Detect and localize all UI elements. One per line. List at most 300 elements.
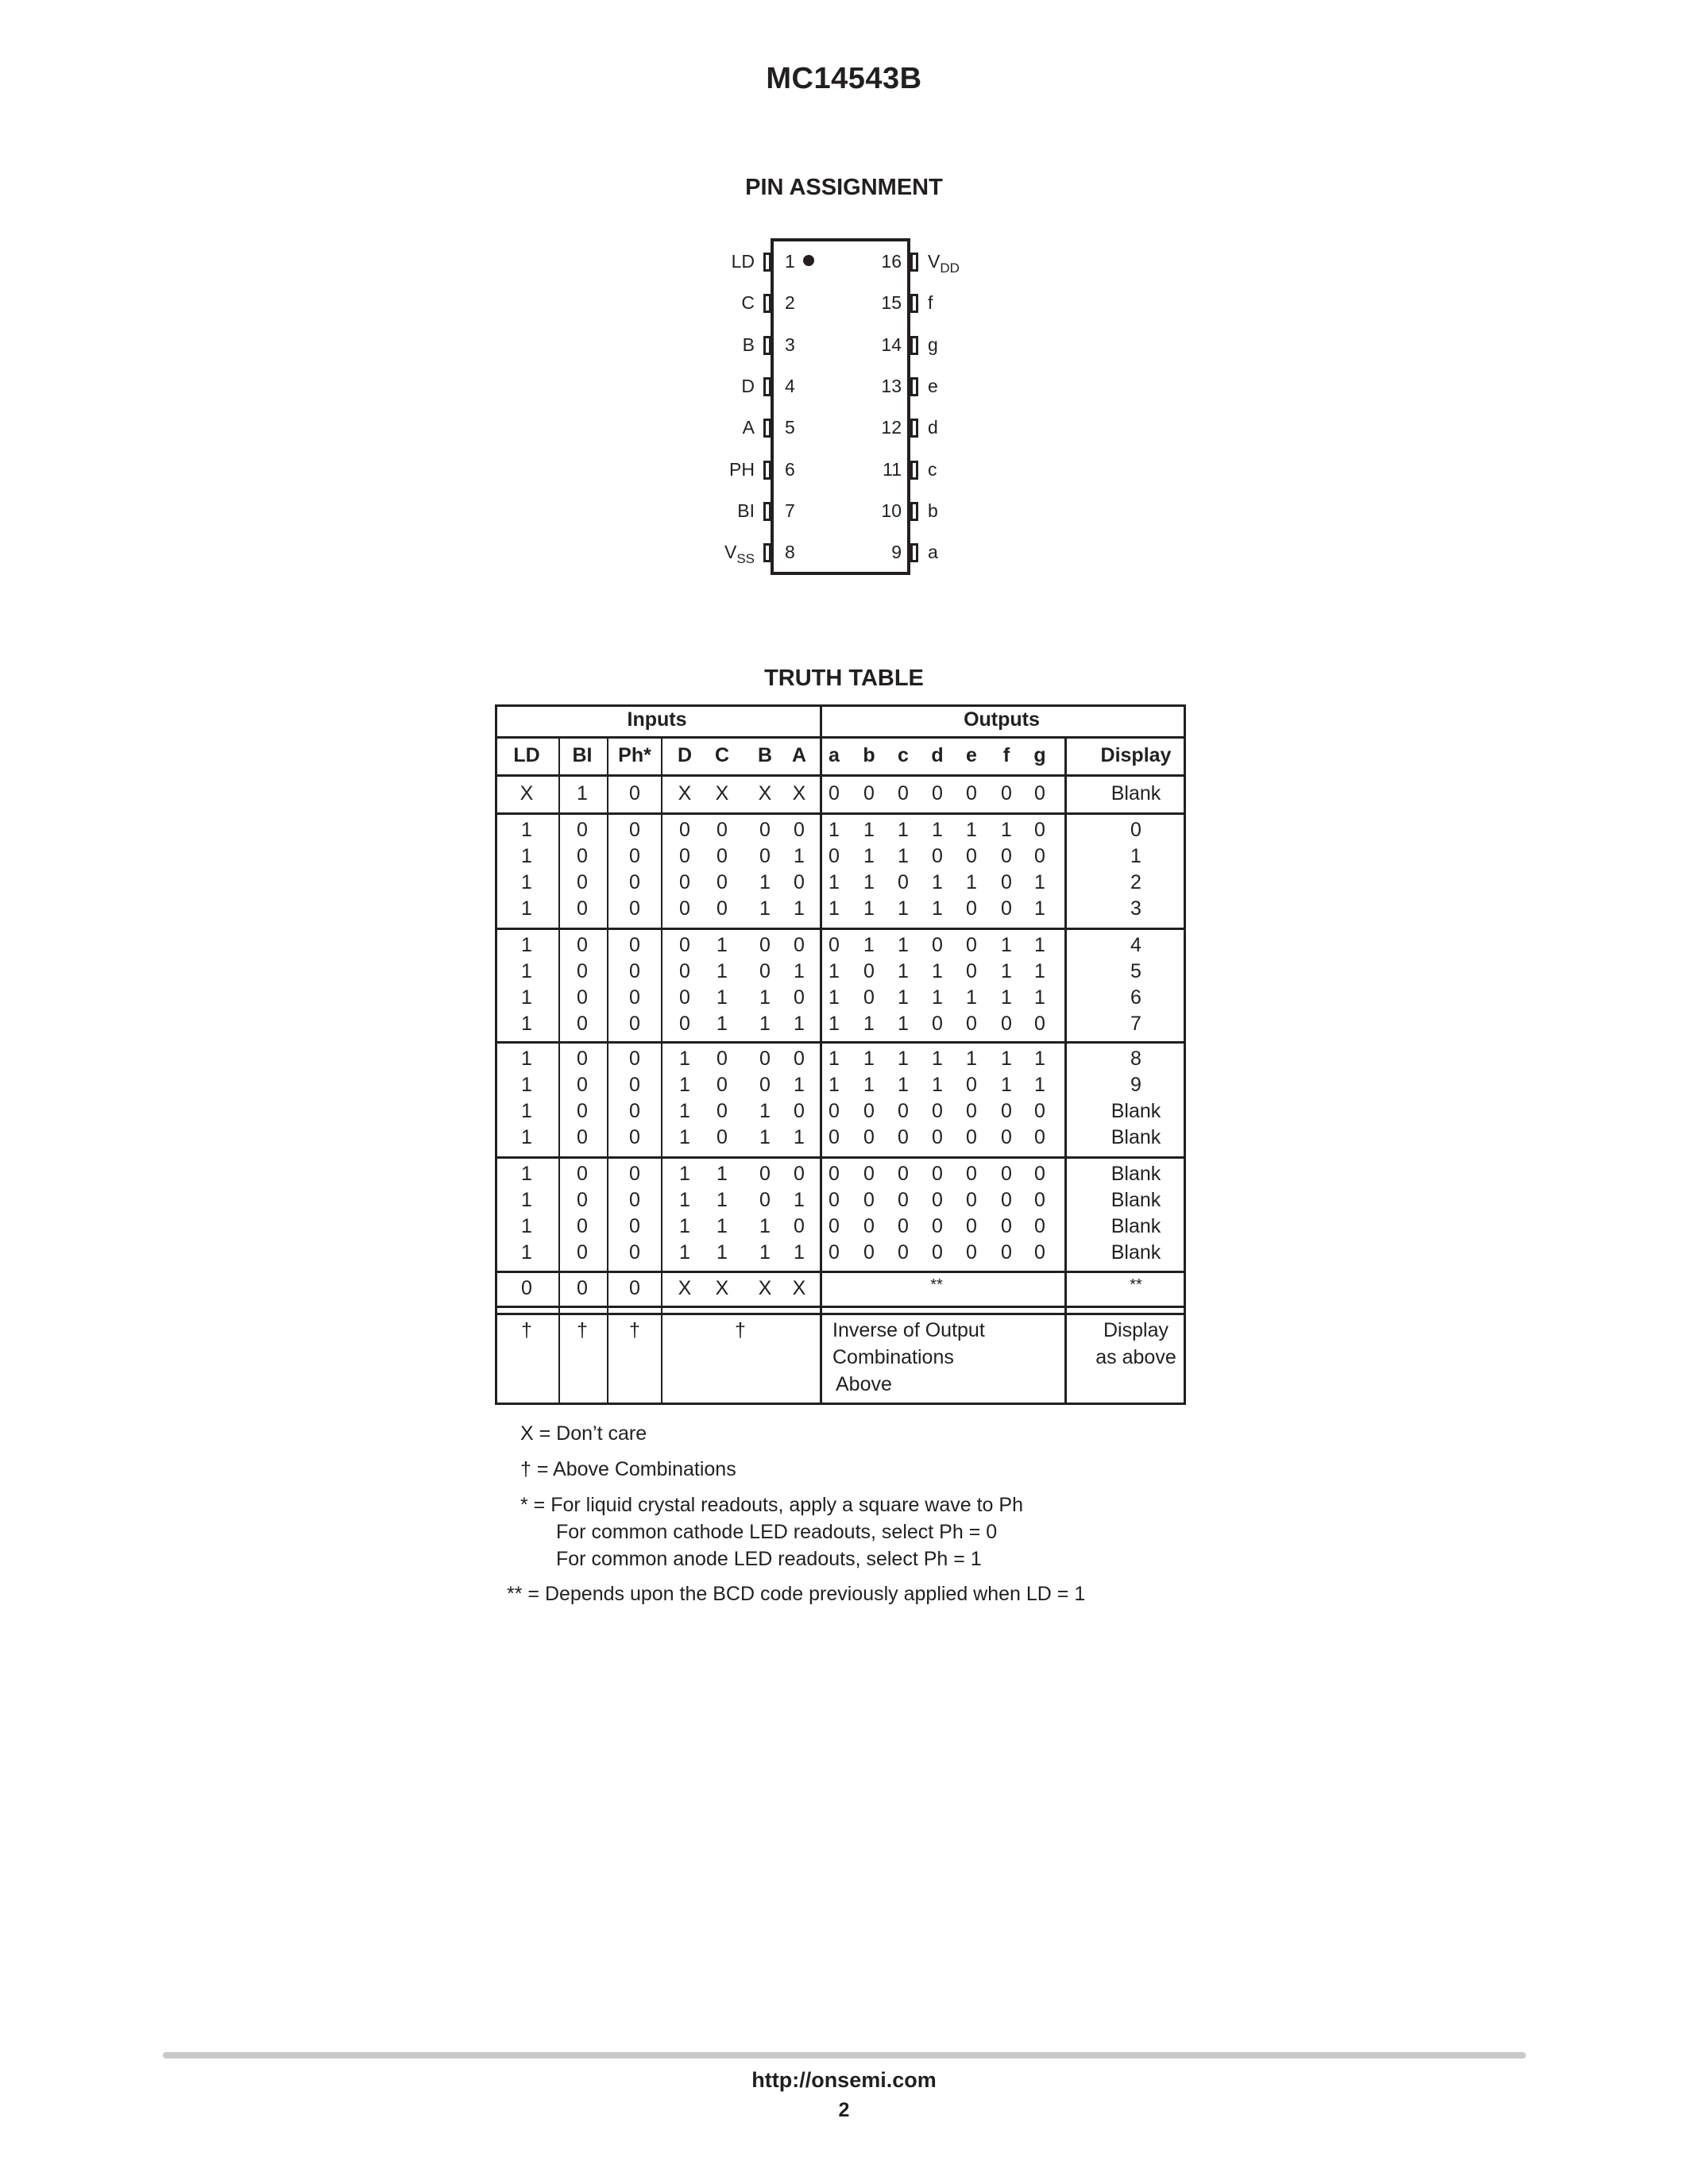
table-cell: 0 [759,1048,771,1070]
table-cell: X [758,782,772,805]
pin-label: A [742,417,755,438]
table-cell: 0 [966,897,977,920]
column-header: c [898,744,909,766]
table-cell: 0 [1034,1100,1045,1122]
table-rule [495,928,1184,930]
table-cell: X [758,1277,772,1299]
table-rule [495,812,1184,815]
table-cell: 0 [1034,819,1045,841]
table-cell: 0 [1001,1241,1012,1264]
table-cell: 0 [629,1100,640,1122]
truth-table-title: TRUTH TABLE [764,666,924,691]
table-cell: 1 [794,1126,805,1148]
table-cell: 0 [679,845,690,867]
table-cell: 0 [629,845,640,867]
table-cell: 0 [717,1048,728,1070]
table-cell: 0 [1001,1013,1012,1035]
table-cell: † [629,1319,640,1341]
table-cell: 1 [829,986,840,1009]
table-cell: 0 [863,960,875,982]
table-cell: 1 [717,1215,728,1237]
table-cell: 0 [577,1013,588,1035]
table-cell: 0 [1034,1163,1045,1185]
pin-label: e [928,375,938,396]
table-cell: 0 [794,1215,805,1237]
table-cell: 1 [1034,986,1045,1009]
table-cell: 0 [629,1215,640,1237]
table-cell: 0 [717,1100,728,1122]
table-cell: 0 [629,871,640,893]
table-cell: 0 [829,1215,840,1237]
table-cell: 0 [577,1277,588,1299]
page-number: 2 [838,2099,850,2121]
table-cell: 0 [932,1100,943,1122]
table-cell: 0 [629,1241,640,1264]
table-cell: 0 [1001,1189,1012,1211]
table-cell: 0 [717,1074,728,1096]
pin-number: 1 [785,251,795,272]
column-header: B [757,744,773,766]
table-cell: X [715,782,729,805]
table-cell: 1 [759,1100,771,1122]
table-cell: 0 [1001,1163,1012,1185]
table-cell: 0 [577,1100,588,1122]
pin-number: 13 [881,375,902,396]
table-cell: 1 [932,819,943,841]
column-header: a [829,744,840,766]
pin-label: g [928,334,938,355]
pin-lead [910,419,918,438]
table-cell: 1 [932,1048,943,1070]
table-cell: 2 [1130,871,1141,893]
table-rule [495,1041,1184,1044]
table-cell: 1 [679,1215,690,1237]
table-cell: 0 [629,1189,640,1211]
table-cell: 0 [966,1241,977,1264]
table-cell: 1 [863,819,875,841]
table-cell: 1 [863,1048,875,1070]
pin-lead [763,461,771,480]
table-cell: 0 [679,871,690,893]
column-header: D [677,744,693,766]
table-cell: 1 [521,1241,532,1264]
inverse-display-text: as above [1095,1346,1176,1368]
pin-label: c [928,458,937,480]
truth-table [495,704,1184,1403]
table-cell: 1 [829,819,840,841]
table-cell: 0 [577,897,588,920]
table-cell: 1 [1034,960,1045,982]
table-cell: Blank [1111,1241,1161,1264]
table-cell: Blank [1111,782,1161,805]
table-rule [495,1313,1184,1315]
table-cell: 0 [829,1126,840,1148]
table-cell: 0 [577,845,588,867]
pin-label: LD [731,251,755,272]
table-cell: 0 [1034,845,1045,867]
table-cell: 0 [898,1163,909,1185]
table-cell: Blank [1111,1126,1161,1148]
pin-label: b [928,500,938,521]
table-cell: 1 [863,871,875,893]
column-header: f [1002,744,1010,766]
table-rule [495,774,1184,777]
table-cell: 1 [759,1013,771,1035]
note-line: X = Don’t care [520,1422,647,1445]
table-cell: 7 [1130,1013,1141,1035]
table-cell: Blank [1111,1163,1161,1185]
pin-number: 11 [883,458,902,480]
pin-number: 7 [785,500,795,521]
table-cell: 1 [521,897,532,920]
table-cell: 0 [1034,1215,1045,1237]
table-cell: 8 [1130,1048,1141,1070]
footer-divider [163,2052,1526,2059]
pin-label: B [742,334,755,355]
table-cell: 1 [1034,934,1045,956]
table-cell: 0 [829,1100,840,1122]
pin-number: 9 [891,542,902,563]
note-line: For common cathode LED readouts, select Ph = 0 [556,1521,998,1543]
table-cell: 0 [759,845,771,867]
table-cell: 0 [577,1215,588,1237]
table-cell: 0 [629,1048,640,1070]
pin-lead [910,336,918,355]
table-cell: 0 [717,897,728,920]
table-cell: 1 [966,986,977,1009]
table-cell: 5 [1130,960,1141,982]
table-cell: 9 [1130,1074,1141,1096]
table-cell: 0 [966,845,977,867]
table-cell: 1 [521,1215,532,1237]
table-cell: 0 [829,782,840,805]
table-cell: 1 [898,1074,909,1096]
table-cell: 0 [863,782,875,805]
table-cell: 1 [521,1013,532,1035]
pin-number: 2 [785,292,795,314]
pin-label: f [928,292,933,314]
table-cell: 1 [521,934,532,956]
table-cell: 0 [717,819,728,841]
table-cell: 1 [759,986,771,1009]
inverse-outputs-text: Above [836,1373,892,1395]
table-cell: 0 [829,1241,840,1264]
table-cell: 1 [577,782,588,805]
table-cell: 1 [1034,871,1045,893]
table-cell: 0 [794,1163,805,1185]
table-cell: 0 [577,1126,588,1148]
table-cell: 1 [1001,986,1012,1009]
table-cell: 1 [898,1048,909,1070]
table-cell: 1 [932,871,943,893]
table-cell: 1 [932,1074,943,1096]
table-cell: 0 [577,960,588,982]
table-cell: 1 [717,960,728,982]
table-cell: 1 [521,871,532,893]
pin-lead [763,419,771,438]
inverse-outputs-text: Combinations [832,1346,954,1368]
table-cell: 1 [717,986,728,1009]
table-cell: X [678,1277,692,1299]
table-cell: 0 [1034,1013,1045,1035]
pin-label: d [928,417,938,438]
table-cell: X [792,782,806,805]
table-cell: 0 [629,1163,640,1185]
table-cell: 0 [577,1048,588,1070]
table-cell: 1 [759,871,771,893]
note-line: For common anode LED readouts, select Ph = 1 [556,1548,982,1570]
table-cell: 0 [966,960,977,982]
table-cell: 0 [1001,871,1012,893]
table-cell: 0 [717,1126,728,1148]
table-cell: Blank [1111,1215,1161,1237]
table-cell: 1 [829,897,840,920]
table-cell: 0 [863,1189,875,1211]
table-cell: Blank [1111,1189,1161,1211]
table-cell: 1 [679,1189,690,1211]
table-cell: 1 [679,1100,690,1122]
table-cell: 1 [521,1126,532,1148]
table-cell: 0 [1001,897,1012,920]
pin-label: a [928,542,938,563]
table-cell: 0 [759,934,771,956]
table-cell: 3 [1130,897,1141,920]
table-cell: 1 [1001,934,1012,956]
table-cell: 0 [577,934,588,956]
table-cell: 1 [794,897,805,920]
table-cell: 1 [863,897,875,920]
table-cell: 0 [1001,1215,1012,1237]
table-cell: 0 [932,1126,943,1148]
column-header: LD [513,744,540,766]
table-cell: 0 [898,1189,909,1211]
pin-lead [910,377,918,396]
document-title: MC14543B [766,62,922,95]
table-cell: 1 [679,1241,690,1264]
table-cell: 1 [1001,1074,1012,1096]
table-cell: 1 [521,1074,532,1096]
table-cell: X [715,1277,729,1299]
pin-number: 3 [785,334,795,355]
table-cell: 0 [759,1074,771,1096]
table-cell: 1 [759,1215,771,1237]
footer-url[interactable]: http://onsemi.com [751,2068,937,2092]
pin-lead [763,294,771,313]
table-cell: 0 [863,1100,875,1122]
table-rule [495,1271,1184,1273]
inverse-outputs-text: Inverse of Output [832,1319,985,1341]
table-cell: 1 [898,986,909,1009]
table-cell: 0 [759,960,771,982]
table-cell: 0 [629,934,640,956]
table-rule [607,736,608,1403]
table-cell: 4 [1130,934,1141,956]
table-cell: 0 [898,1100,909,1122]
table-cell: 0 [577,986,588,1009]
table-cell: 1 [521,986,532,1009]
table-cell: 0 [966,934,977,956]
table-cell: 0 [629,819,640,841]
table-cell: 1 [932,960,943,982]
table-cell: 1 [1034,897,1045,920]
table-cell: 0 [794,986,805,1009]
table-cell: 0 [794,1048,805,1070]
table-cell: 1 [829,1013,840,1035]
table-cell: 0 [829,934,840,956]
table-cell: 0 [629,986,640,1009]
table-cell: 0 [629,897,640,920]
table-cell: 1 [863,845,875,867]
table-cell: 0 [932,1241,943,1264]
pin-number: 15 [881,292,902,314]
table-cell: 1 [898,819,909,841]
table-cell: 1 [966,1048,977,1070]
table-cell: 1 [1001,819,1012,841]
table-rule [495,1403,1186,1405]
table-cell: 0 [679,986,690,1009]
pin-lead [763,336,771,355]
pin-label: C [741,292,755,314]
table-rule [495,1156,1184,1159]
table-cell: 0 [577,871,588,893]
table-cell: 0 [898,1215,909,1237]
table-cell: ** [930,1276,943,1294]
column-header: e [966,744,977,766]
table-cell: 1 [794,1241,805,1264]
pin-lead [910,253,918,272]
column-header: g [1033,744,1046,766]
table-cell: 0 [679,934,690,956]
table-cell: 0 [863,1215,875,1237]
table-cell: 1 [898,897,909,920]
table-cell: 1 [717,1163,728,1185]
pin-number: 14 [881,334,902,355]
pin-number: 5 [785,417,795,438]
pin-number: 6 [785,458,795,480]
column-header: b [863,744,875,766]
table-cell: 0 [829,845,840,867]
table-cell: 0 [966,1163,977,1185]
table-cell: 0 [577,1074,588,1096]
table-cell: 0 [966,1215,977,1237]
table-cell: 1 [759,897,771,920]
table-rule [1064,736,1067,1403]
table-cell: 6 [1130,986,1141,1009]
table-cell: 1 [898,1013,909,1035]
table-cell: 1 [898,845,909,867]
table-cell: 0 [1034,1241,1045,1264]
table-cell: 1 [829,960,840,982]
table-cell: † [521,1319,532,1341]
table-cell: 1 [1001,1048,1012,1070]
pin1-marker-icon [803,255,814,266]
pin-label: $V_{DD}$ [928,251,960,276]
column-header: BI [572,744,593,766]
table-cell: 1 [932,986,943,1009]
table-cell: 1 [521,845,532,867]
table-cell: 0 [794,1100,805,1122]
table-cell: 0 [629,1013,640,1035]
column-header: Ph* [618,744,651,766]
table-cell: 1 [679,1048,690,1070]
pin-lead [910,502,918,521]
table-cell: 0 [932,1163,943,1185]
table-cell: 0 [577,1241,588,1264]
table-cell: 0 [932,782,943,805]
table-cell: 1 [863,934,875,956]
table-cell: 1 [794,1189,805,1211]
pin-number: 10 [881,500,902,521]
table-cell: 0 [932,1013,943,1035]
table-cell: 1 [863,1013,875,1035]
table-cell: 1 [829,1048,840,1070]
pin-number: 12 [881,417,902,438]
table-rule [495,704,497,1405]
table-cell: 0 [577,1163,588,1185]
table-cell: 1 [679,1163,690,1185]
table-cell: 1 [794,1013,805,1035]
table-cell: 0 [1034,1126,1045,1148]
table-cell: 0 [1034,782,1045,805]
table-cell: 0 [717,845,728,867]
table-cell: 1 [679,1126,690,1148]
table-rule [558,736,560,1403]
table-cell: 1 [794,1074,805,1096]
table-cell: 0 [966,1126,977,1148]
table-cell: 0 [863,986,875,1009]
table-cell: 1 [898,934,909,956]
pin-lead [910,543,918,562]
table-cell: 0 [966,1013,977,1035]
table-cell: 0 [679,897,690,920]
pin-label: $V_{SS}$ [724,542,755,567]
table-cell: 1 [829,1074,840,1096]
table-cell: 0 [829,1163,840,1185]
pin-lead [763,253,771,272]
table-cell: 1 [759,1241,771,1264]
table-cell: 0 [863,1126,875,1148]
table-rule [661,736,662,1403]
table-cell: 1 [717,1013,728,1035]
table-cell: 0 [577,1189,588,1211]
table-cell: X [520,782,534,805]
pin-lead [763,502,771,521]
table-cell: 0 [629,782,640,805]
inverse-display-text: Display [1103,1319,1168,1341]
pin-lead [910,461,918,480]
table-cell: 0 [629,1277,640,1299]
table-cell: 1 [717,1241,728,1264]
table-cell: 0 [794,934,805,956]
pin-label: PH [729,458,755,480]
table-cell: 1 [863,1074,875,1096]
table-cell: 1 [932,897,943,920]
table-cell: 0 [1001,782,1012,805]
table-cell: 0 [966,782,977,805]
column-header: Display [1100,744,1172,766]
table-cell: 1 [521,1163,532,1185]
table-cell: † [577,1319,588,1341]
table-cell: 0 [863,1163,875,1185]
table-cell: 1 [794,960,805,982]
table-cell: 1 [521,819,532,841]
table-cell: 0 [629,1074,640,1096]
table-cell: 1 [521,1048,532,1070]
table-cell: 1 [966,871,977,893]
table-cell: 0 [794,871,805,893]
table-cell: 0 [898,782,909,805]
pin-lead [763,543,771,562]
